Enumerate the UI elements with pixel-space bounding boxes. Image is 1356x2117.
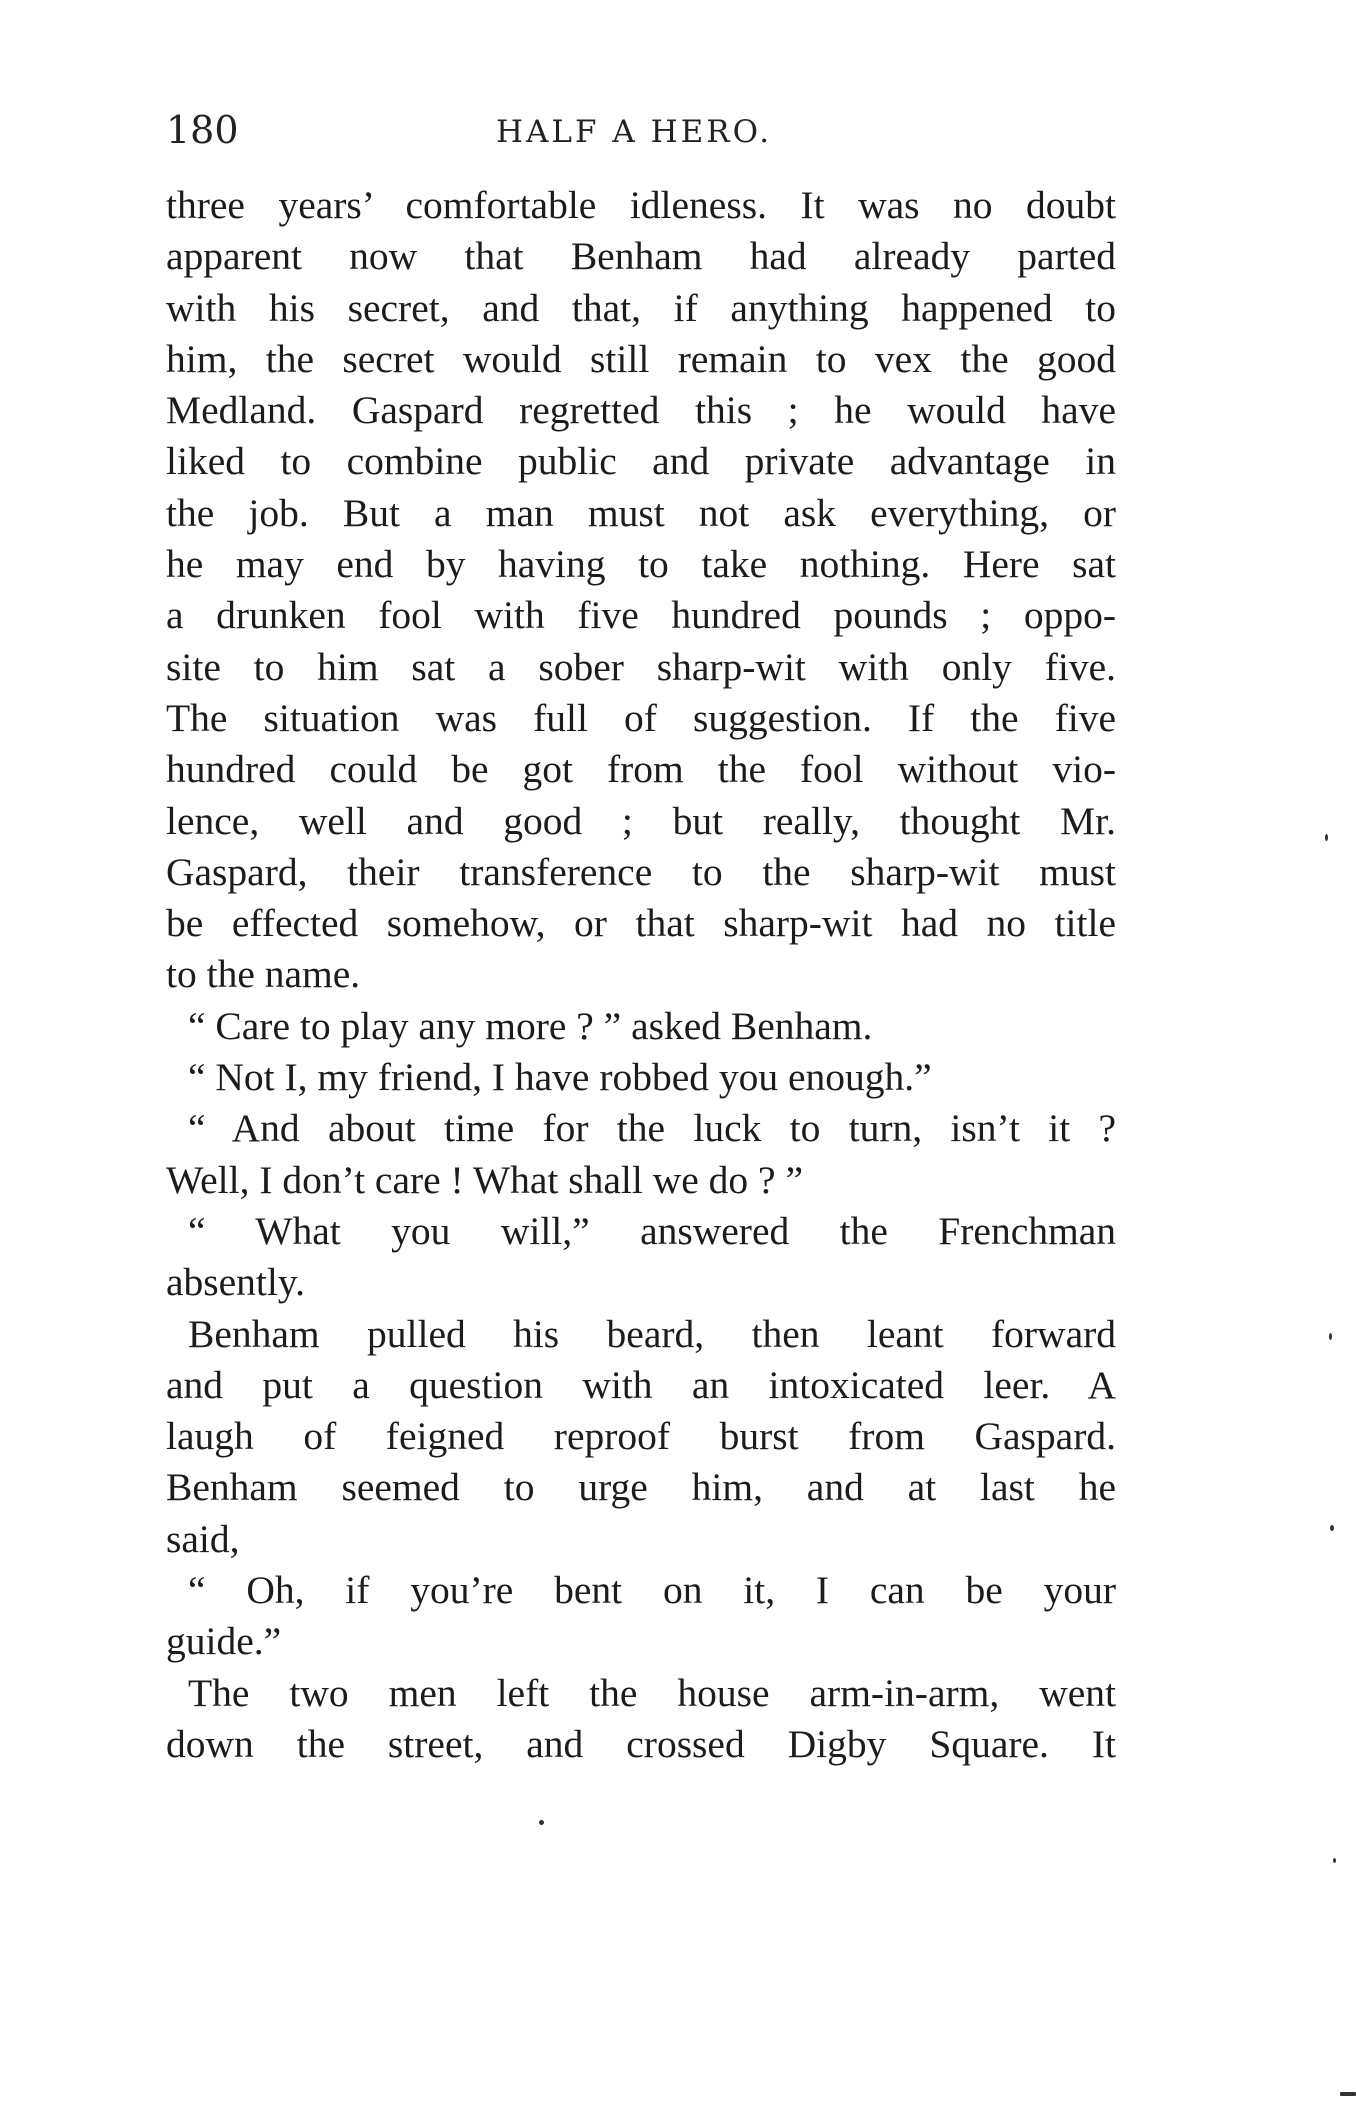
text-line: Well, I don’t care ! What shall we do ? ” <box>166 1157 803 1202</box>
text-line: him, the secret would still remain to vex the good <box>166 336 1116 381</box>
text-line: The two men left the house arm-in-arm, went <box>188 1670 1116 1715</box>
text-line: Gaspard, their transference to the sharp-wit must <box>166 849 1116 894</box>
text-line: the job. But a man must not ask everything, or <box>166 490 1116 535</box>
scan-speck <box>1330 1525 1334 1531</box>
scan-speck <box>1325 834 1328 841</box>
text-line: Benham seemed to urge him, and at last he <box>166 1465 1116 1510</box>
paragraph <box>166 1103 1116 1206</box>
text-line: to the name. <box>166 952 361 997</box>
text-line: site to him sat a sober sharp-wit with only five. <box>166 644 1116 689</box>
text-line: and put a question with an intoxicated leer. A <box>166 1362 1116 1407</box>
paragraph <box>166 180 1116 1001</box>
scan-speck <box>1333 1858 1336 1863</box>
text-line: “ Not I, my friend, I have robbed you enough.” <box>188 1055 932 1100</box>
text-line: liked to combine public and private advantage in <box>166 439 1116 484</box>
text-line: laugh of feigned reproof burst from Gaspard. <box>166 1414 1116 1459</box>
text-line: apparent now that Benham had already parted <box>166 234 1116 279</box>
text-line: “ Oh, if you’re bent on it, I can be your <box>188 1568 1116 1613</box>
text-line: “ Care to play any more ? ” asked Benham. <box>188 1003 873 1048</box>
body-text <box>166 180 1116 1770</box>
text-line: guide.” <box>166 1619 282 1664</box>
scan-speck <box>1329 1333 1332 1340</box>
paragraph <box>166 1668 1116 1771</box>
text-line: three years’ comfortable idleness. It was no doubt <box>166 183 1116 227</box>
paragraph <box>166 1052 1116 1103</box>
text-line: he may end by having to take nothing. Here sat <box>166 542 1116 587</box>
running-title: HALF A HERO. <box>496 114 773 150</box>
text-line: be effected somehow, or that sharp-wit had no title <box>166 901 1116 946</box>
paragraph <box>166 1001 1116 1052</box>
text-line: with his secret, and that, if anything happened to <box>166 285 1116 330</box>
scan-speck <box>539 1820 544 1825</box>
text-line: Medland. Gaspard regretted this ; he would have <box>166 388 1116 433</box>
text-line: “ And about time for the luck to turn, isn’t it ? <box>188 1106 1116 1151</box>
text-line: lence, well and good ; but really, thought Mr. <box>166 798 1116 843</box>
text-line: down the street, and crossed Digby Square. It <box>166 1721 1116 1766</box>
scan-speck <box>1340 2092 1356 2096</box>
paragraph <box>166 1309 1116 1565</box>
text-line: a drunken fool with five hundred pounds ; oppo- <box>166 593 1116 638</box>
text-line: said, <box>166 1516 240 1561</box>
text-line: absently. <box>166 1260 305 1305</box>
paragraph <box>166 1565 1116 1668</box>
running-head <box>166 100 1116 160</box>
page-number: 180 <box>166 108 239 152</box>
text-line: Benham pulled his beard, then leant forward <box>188 1311 1116 1356</box>
text-line: The situation was full of suggestion. If the five <box>166 695 1116 740</box>
paragraph <box>166 1206 1116 1309</box>
text-line: “ What you will,” answered the Frenchman <box>188 1208 1116 1253</box>
text-line: hundred could be got from the fool without vio- <box>166 747 1116 792</box>
